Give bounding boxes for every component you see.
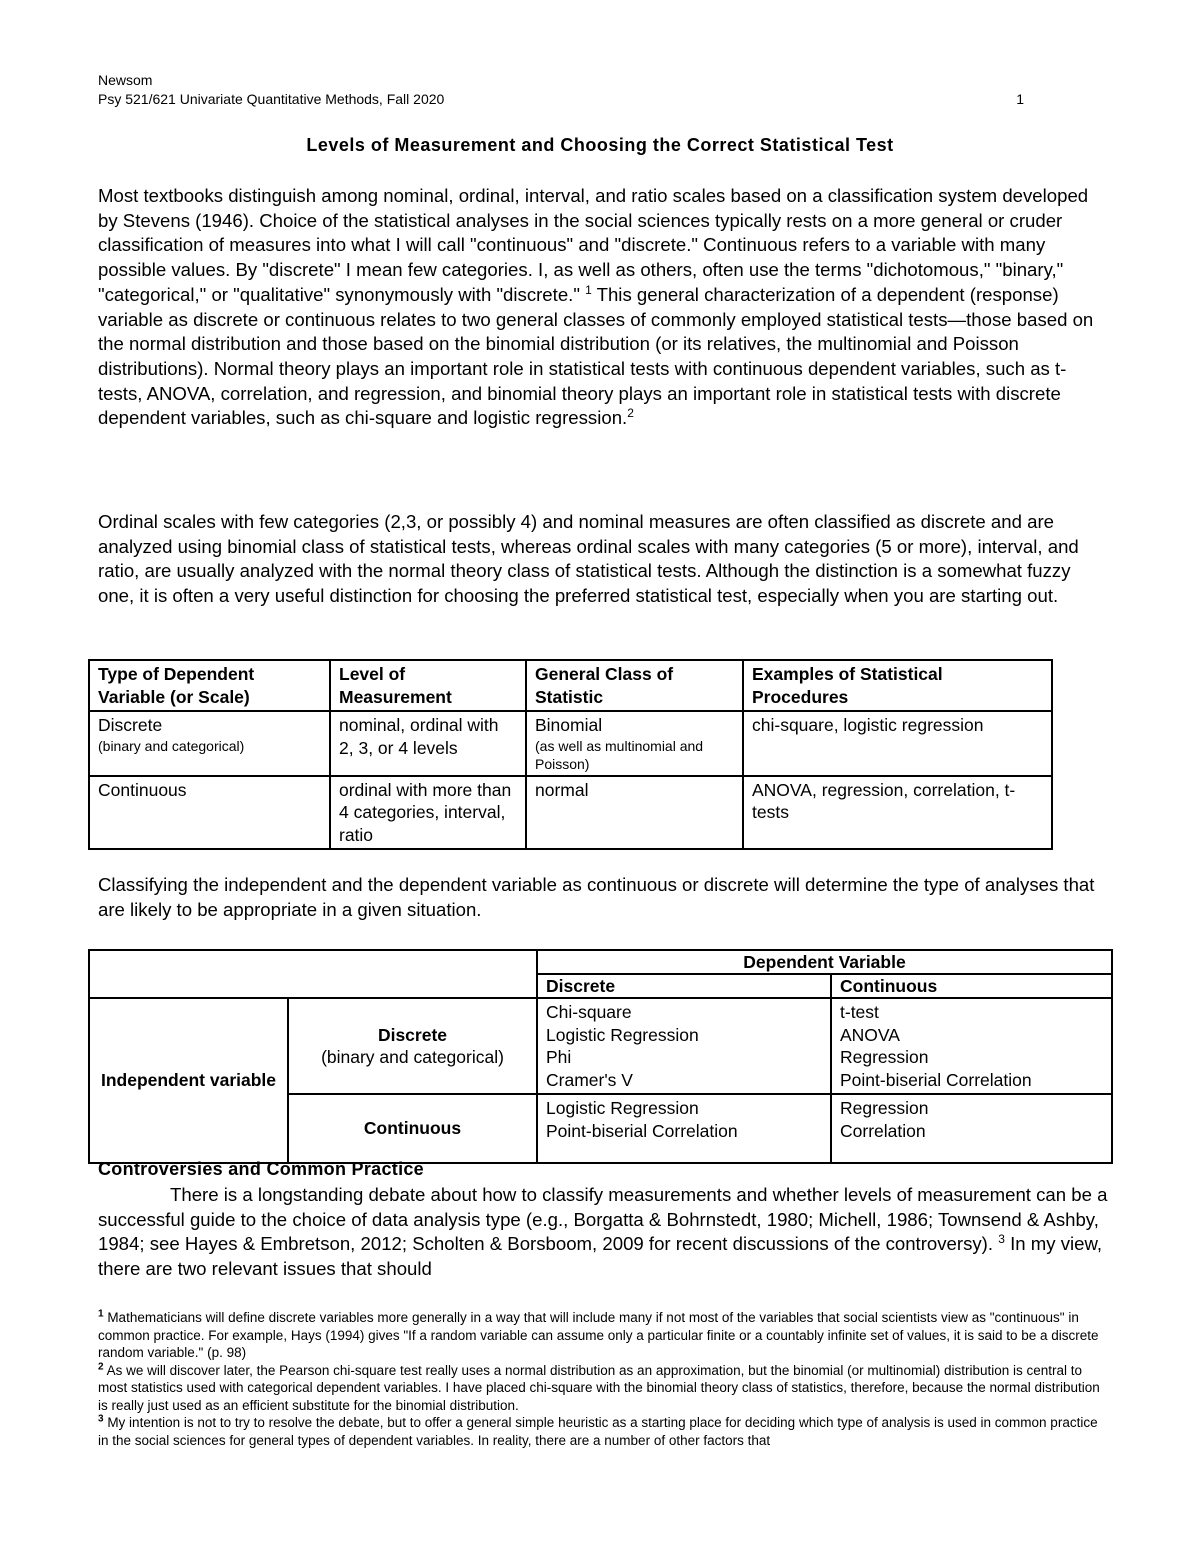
dv-header: Dependent Variable [537, 950, 1112, 974]
list-item: Regression [840, 1098, 929, 1118]
footnote-ref-2[interactable]: 2 [627, 406, 634, 421]
list-item: t-test [840, 1002, 879, 1022]
list-item: Phi [546, 1047, 572, 1067]
table-cell [831, 998, 1112, 1094]
table-header-cell: Examples of Statistical Procedures [743, 660, 1052, 711]
table-row [89, 998, 1112, 1094]
table-cell [537, 1094, 831, 1163]
table-header-row [89, 660, 1052, 711]
footnote-text: Mathematicians will define discrete variables more generally in a way that will include many if not most of the variables that social scientists view as "continuous" in common practice. For example, Hays (1994) gives "If a random variable can assume only a particular finite or a countably infinite set of values, it is said to be a discrete random variable." (p. 98) [98, 1310, 1099, 1360]
footnote [98, 1362, 1108, 1415]
dv-continuous-header: Continuous [831, 974, 1112, 998]
iv-continuous-label: Continuous [288, 1094, 537, 1163]
table-cell [89, 711, 330, 776]
table-cell: ordinal with more than 4 categories, interval, ratio [330, 776, 526, 850]
table-row [89, 711, 1052, 776]
table-cell [537, 998, 831, 1094]
ordinal-paragraph: Ordinal scales with few categories (2,3, or possibly 4) and nominal measures are often classified as discrete and are analyzed using binomial class of statistical tests, whereas ordinal scales with many categories (5 or more), interval, and ratio, are usually analyzed with the normal theory class of statistical tests. Although the distinction is a somewhat fuzzy one, it is often a very useful distinction for choosing the preferred statistical test, especially when you are starting out. [98, 511, 1079, 607]
table-cell: ANOVA, regression, correlation, t-tests [743, 776, 1052, 850]
footnote-ref-1[interactable]: 1 [585, 282, 592, 297]
table-header-cell: Type of Dependent Variable (or Scale) [89, 660, 330, 711]
list-item: ANOVA [840, 1024, 900, 1045]
cell-text: Binomial [535, 715, 603, 735]
footnote-mark: 2 [98, 1361, 104, 1372]
footnote-ref-3[interactable]: 3 [998, 1232, 1005, 1247]
controversy-text-2: In my view, there are two relevant issues that should [98, 1233, 1103, 1280]
analysis-type-table [88, 949, 1113, 1164]
header-author: Newsom [98, 72, 153, 88]
table-cell: chi-square, logistic regression [743, 711, 1052, 776]
document-title: Levels of Measurement and Choosing the Correct Statistical Test [306, 135, 894, 155]
table-row [89, 776, 1052, 850]
intro-text-1: Most textbooks distinguish among nominal, ordinal, interval, and ratio scales based on a classification system developed by Stevens (1946). Choice of the statistical analyses in the social sciences typically rests on a more general or cruder classification of measures into what I will call "continuous" and "discrete." Continuous refers to a variable with many possible values. By "discrete" I mean few categories. I, as well as others, often use the terms "dichotomous," "binary," "categorical," or "qualitative" synonymously with "discrete." [98, 185, 1089, 305]
footnote-mark: 3 [98, 1413, 104, 1425]
classifying-paragraph: Classifying the independent and the dependent variable as continuous or discrete will determine the type of analyses that are likely to be appropriate in a given situation. [98, 874, 1095, 920]
table-cell: normal [526, 776, 743, 850]
cell-note: (as well as multinomial and Poisson) [535, 737, 704, 772]
table-cell: nominal, ordinal with 2, 3, or 4 levels [330, 711, 526, 776]
table-header-cell: Level of Measurement [330, 660, 526, 711]
intro-text-2: This general characterization of a dependent (response) variable as discrete or continuous relates to two general classes of commonly employed statistical tests—those based on the normal distribution and those based on the binomial distribution (or its relatives, the multinomial and Poisson distributions). Normal theory plays an important role in statistical tests with continuous dependent variables, such as t-tests, ANOVA, correlation, and regression, and binomial theory plays an important role in statistical tests with discrete dependent variables, such as chi-square and logistic regression. [98, 283, 1094, 429]
table-cell [831, 1094, 1112, 1163]
page-number: 1 [1016, 91, 1024, 107]
cell-text: Discrete [98, 715, 163, 735]
list-item: Chi-square [546, 1002, 632, 1022]
controversy-paragraph [98, 1183, 1108, 1282]
list-item: Logistic Regression [546, 1024, 699, 1045]
list-item: Regression [840, 1047, 929, 1067]
iv-discrete-cell [288, 998, 537, 1094]
table-header-cell: General Class of Statistic [526, 660, 743, 711]
iv-discrete-note: (binary and categorical) [321, 1047, 504, 1067]
cell-note: (binary and categorical) [98, 737, 245, 754]
list-item: Point-biserial Correlation [840, 1069, 1032, 1090]
footnote [98, 1309, 1108, 1362]
list-item: Correlation [840, 1120, 926, 1141]
footnote-mark: 1 [98, 1308, 104, 1320]
section-heading: Controversies and Common Practice [98, 1159, 424, 1179]
table-row [89, 950, 1112, 974]
page-header [98, 71, 1024, 109]
list-item: Cramer's V [546, 1069, 633, 1090]
footnotes [98, 1309, 1108, 1449]
footnote-text: My intention is not to try to resolve the debate, but to offer a general simple heuristic as a starting place for deciding which type of analysis is used in common practice in the social sciences for general types of dependent variables. In reality, there are a number of other factors that [98, 1415, 1098, 1448]
iv-label: Independent variable [89, 998, 288, 1163]
footnote-text: As we will discover later, the Pearson chi-square test really uses a normal distribution as an approximation, but the binomial (or multinomial) distribution is central to most statistics used with categorical dependent variables. I have placed chi-square with the binomial theory class of statistics, therefore, because the normal distribution is really just used as an efficient substitute for the binomial distribution. [98, 1362, 1100, 1413]
dv-discrete-header: Discrete [537, 974, 831, 998]
iv-discrete-label: Discrete [377, 1024, 448, 1045]
table-cell [526, 711, 743, 776]
table-corner-cell [89, 950, 537, 998]
footnote [98, 1414, 1108, 1449]
list-item: Point-biserial Correlation [546, 1120, 738, 1141]
intro-paragraph [98, 184, 1108, 431]
table-cell: Continuous [89, 776, 330, 850]
header-course: Psy 521/621 Univariate Quantitative Methods, Fall 2020 [98, 91, 445, 107]
controversy-text-1: There is a longstanding debate about how to classify measurements and whether levels of measurement can be a successful guide to the choice of data analysis type (e.g., Borgatta & Bohrnstedt, 1980; Michell, 1986; Townsend & Ashby, 1984; see Hayes & Embretson, 2012; Scholten & Borsboom, 2009 for recent discussions of the controversy). [98, 1184, 1108, 1255]
list-item: Logistic Regression [546, 1098, 699, 1118]
measurement-table [88, 659, 1053, 850]
